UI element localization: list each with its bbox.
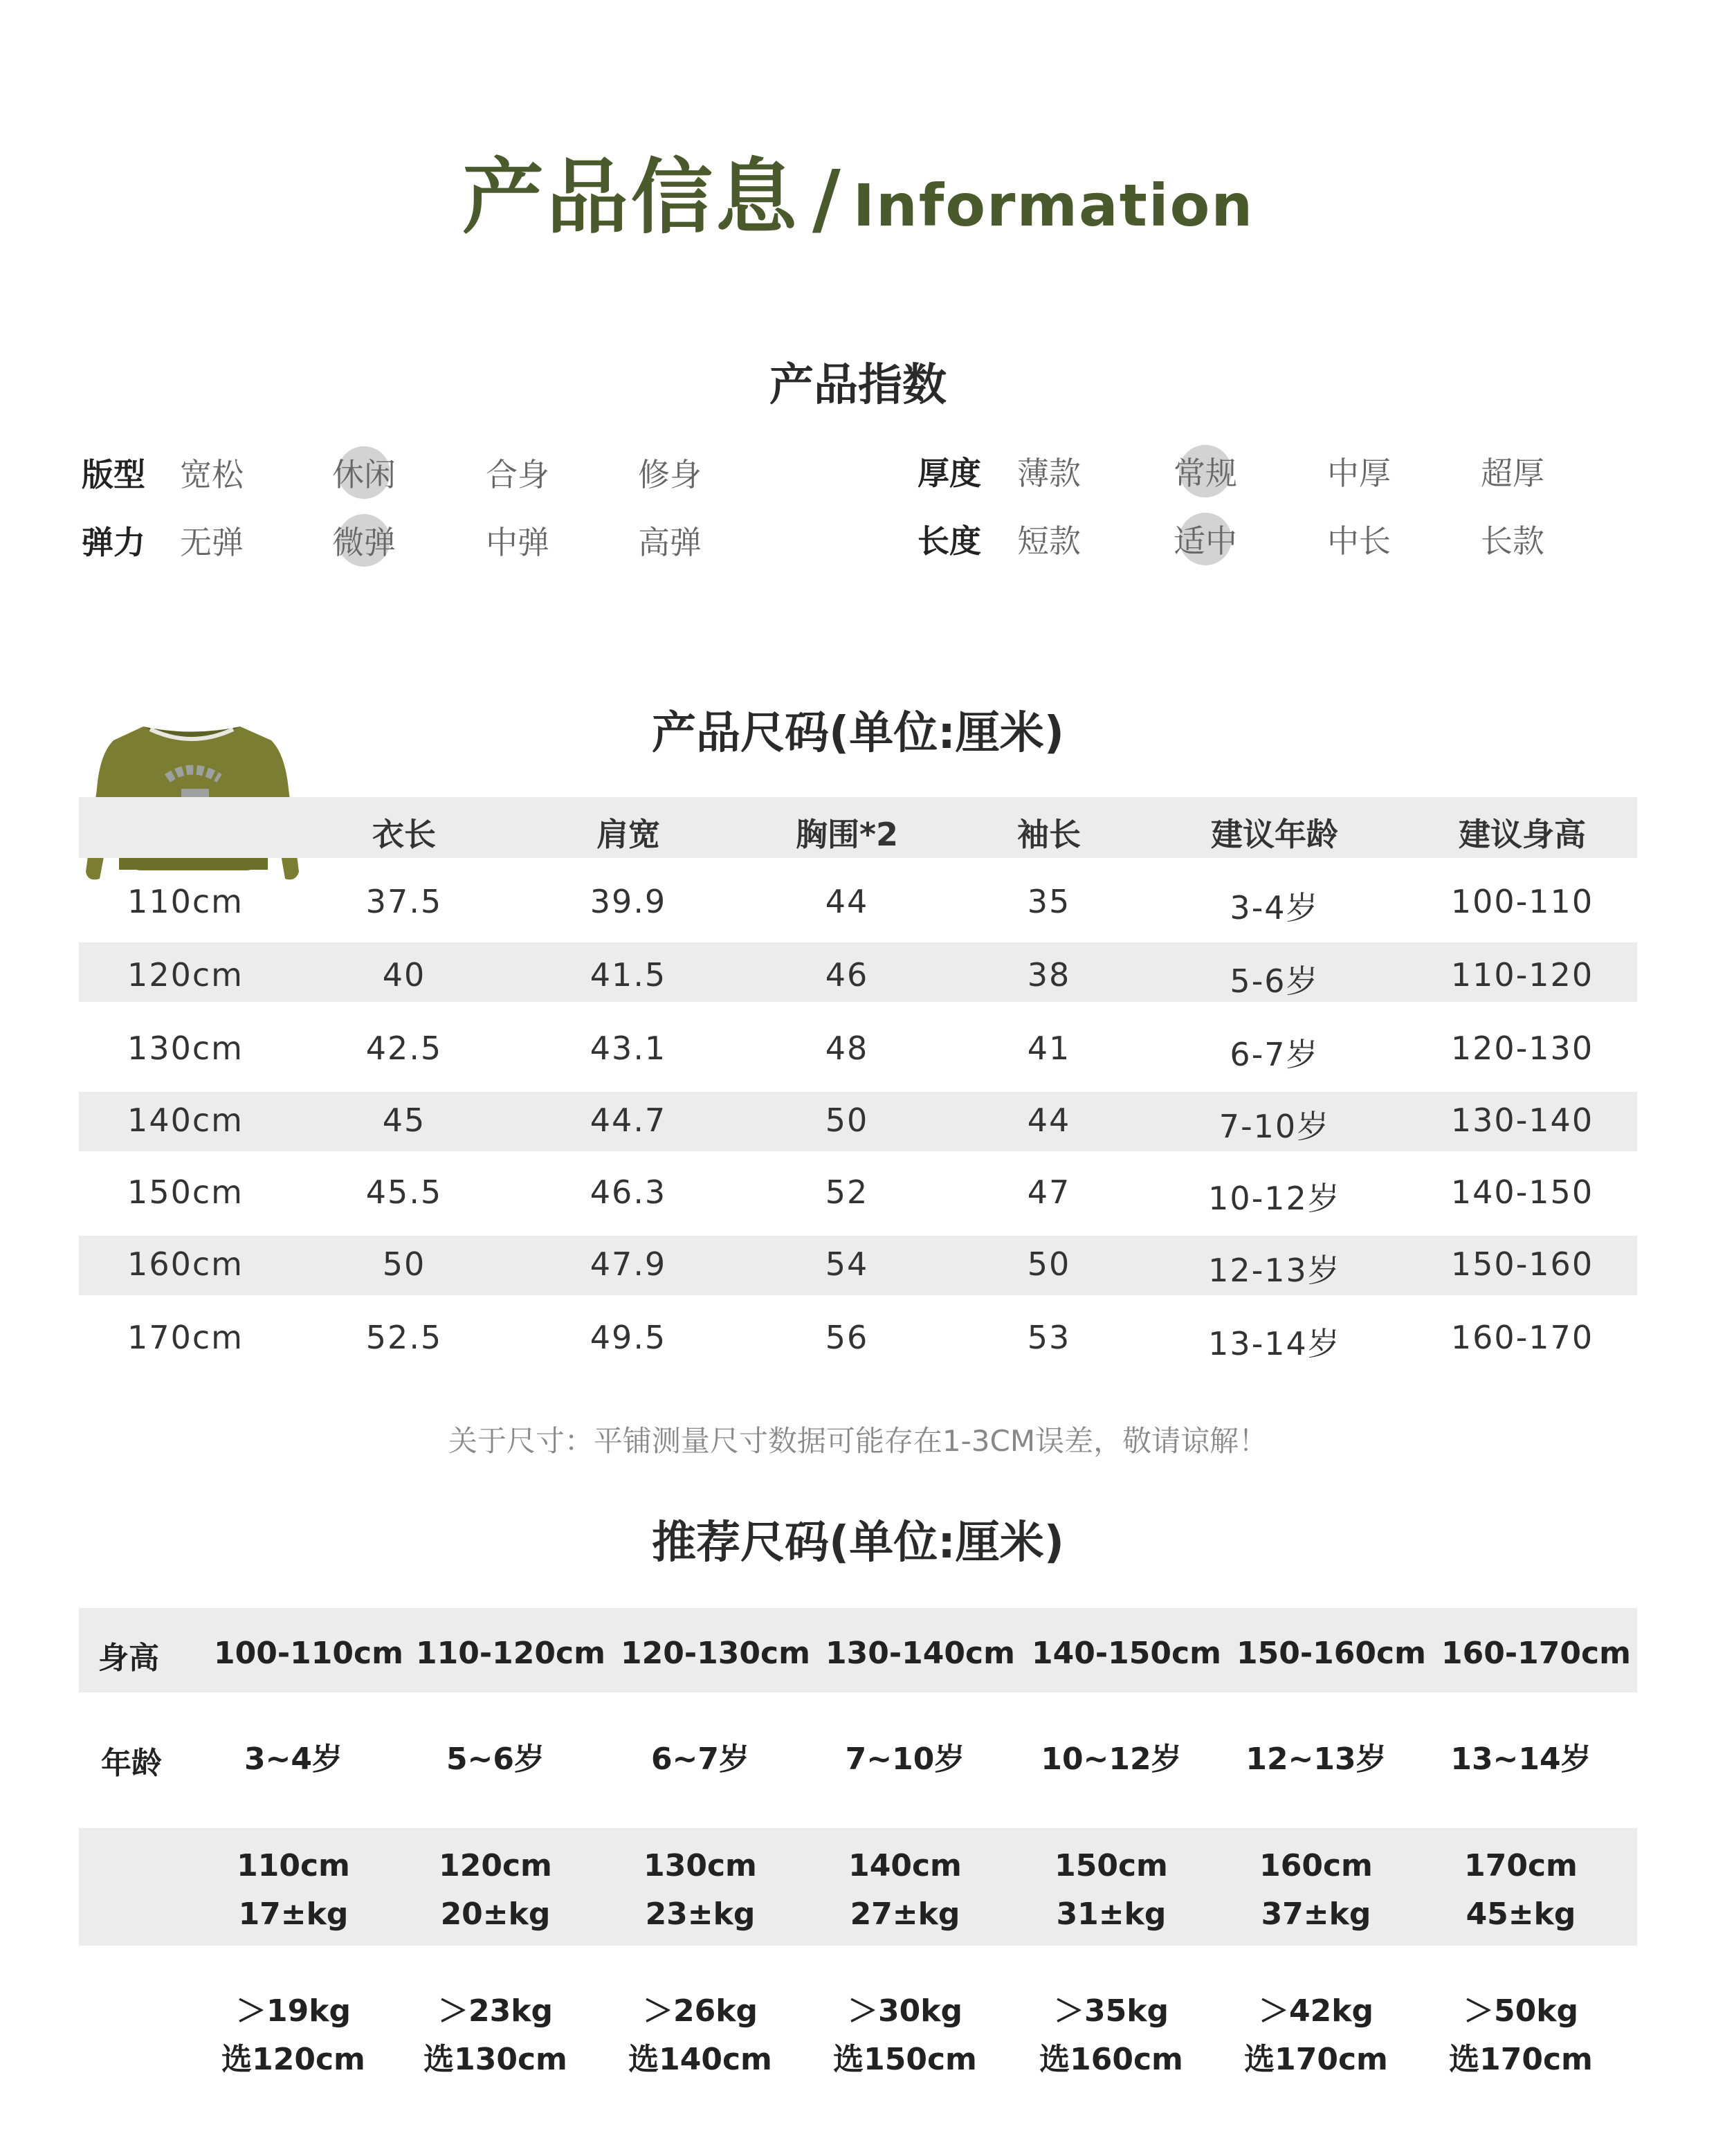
over-kg: ＞50kg: [1463, 1993, 1578, 2029]
size-cell: 41.5: [590, 956, 667, 994]
size-cell: 6-7岁: [1230, 1036, 1320, 1073]
recommend-weight-cell: [801, 1842, 1009, 1939]
recommend-height: 110-120cm: [416, 1636, 605, 1671]
weight-kg: 45±kg: [1466, 1897, 1576, 1932]
size-cell: 42.5: [365, 1030, 443, 1067]
recommend-age: 6~7岁: [650, 1742, 750, 1777]
size-cell: 160-170: [1450, 1319, 1594, 1356]
index-option: 超厚: [1481, 455, 1544, 492]
over-pick: 选160cm: [1039, 2042, 1183, 2077]
size-cell: 130-140: [1450, 1102, 1594, 1139]
recommend-height: 120-130cm: [621, 1636, 810, 1671]
size-column-header: 肩宽: [596, 816, 660, 853]
size-cell: 47.9: [590, 1245, 667, 1283]
recommend-title: 推荐尺码(单位:厘米): [651, 1517, 1065, 1569]
weight-size: 130cm: [644, 1848, 757, 1883]
recommend-height: 130-140cm: [825, 1636, 1015, 1671]
size-cell: 44: [1027, 1102, 1071, 1139]
size-cell: 44.7: [590, 1102, 667, 1139]
index-option: 高弹: [638, 524, 702, 561]
recommend-age: 13~14岁: [1450, 1742, 1591, 1777]
size-cell: 56: [825, 1319, 869, 1356]
indices-title: 产品指数: [769, 360, 947, 411]
weight-kg: 27±kg: [850, 1897, 960, 1932]
index-option: 中长: [1327, 522, 1391, 560]
size-table-title: 产品尺码(单位:厘米): [651, 708, 1065, 759]
size-row-label: 150cm: [127, 1173, 244, 1211]
recommend-over-cell: [596, 1987, 804, 2084]
size-note: 关于尺寸：平铺测量尺寸数据可能存在1-3CM误差，敬请谅解！: [448, 1424, 1268, 1458]
recommend-over-cell: [392, 1987, 599, 2084]
recommend-age: 3~4岁: [244, 1742, 343, 1777]
size-column-header: 建议身高: [1459, 816, 1586, 853]
size-cell: 35: [1027, 883, 1071, 920]
recommend-over-cell: [1417, 1987, 1625, 2084]
recommend-height: 150-160cm: [1236, 1636, 1426, 1671]
height-label: 身高: [98, 1641, 159, 1676]
weight-kg: 23±kg: [645, 1897, 756, 1932]
over-pick: 选170cm: [1244, 2042, 1388, 2077]
size-cell: 3-4岁: [1230, 889, 1320, 926]
size-cell: 46.3: [590, 1173, 667, 1211]
size-column-header: 衣长: [372, 816, 436, 853]
recommend-weight-cell: [392, 1842, 599, 1939]
over-pick: 选120cm: [221, 2042, 365, 2077]
index-option: 合身: [486, 456, 549, 493]
size-cell: 50: [825, 1102, 869, 1139]
size-cell: 49.5: [590, 1319, 667, 1356]
size-cell: 50: [1027, 1245, 1071, 1283]
size-cell: 41: [1027, 1030, 1071, 1067]
size-row-label: 140cm: [127, 1102, 244, 1139]
size-column-header: 胸围*2: [795, 816, 899, 853]
index-option: 宽松: [180, 456, 244, 493]
size-cell: 39.9: [590, 883, 667, 920]
weight-kg: 37±kg: [1261, 1897, 1371, 1932]
size-cell: 140-150: [1450, 1173, 1594, 1211]
weight-size: 140cm: [848, 1848, 962, 1883]
size-cell: 37.5: [365, 883, 443, 920]
size-cell: 110-120: [1450, 956, 1594, 994]
size-cell: 38: [1027, 956, 1071, 994]
size-cell: 50: [382, 1245, 426, 1283]
size-row-label: 170cm: [127, 1319, 244, 1356]
index-option: 中弹: [486, 524, 549, 561]
over-kg: ＞42kg: [1259, 1993, 1373, 2029]
index-option-selected: 微弹: [332, 518, 396, 563]
weight-kg: 20±kg: [440, 1897, 551, 1932]
index-option-selected: 休闲: [332, 450, 396, 495]
size-cell: 54: [825, 1245, 869, 1283]
index-option: 无弹: [180, 524, 244, 561]
title-cn: 产品信息: [462, 149, 800, 245]
page-title: [0, 131, 1716, 249]
recommend-height: 140-150cm: [1032, 1636, 1221, 1671]
index-option-selected: 适中: [1174, 516, 1237, 562]
over-kg: ＞26kg: [643, 1993, 758, 2029]
size-cell: 43.1: [590, 1030, 667, 1067]
recommend-weight-cell: [1417, 1842, 1625, 1939]
size-row-label: 110cm: [127, 883, 244, 920]
recommend-weight-cell: [1212, 1842, 1420, 1939]
size-cell: 52.5: [365, 1319, 443, 1356]
size-cell: 12-13岁: [1208, 1252, 1341, 1289]
recommend-height: 100-110cm: [214, 1636, 403, 1671]
size-cell: 44: [825, 883, 869, 920]
size-cell: 45: [382, 1102, 426, 1139]
size-cell: 100-110: [1450, 883, 1594, 920]
index-option: 长款: [1481, 522, 1544, 560]
index-option-selected: 常规: [1174, 448, 1237, 494]
over-kg: ＞19kg: [236, 1993, 351, 2029]
size-cell: 120-130: [1450, 1030, 1594, 1067]
index-option: 中厚: [1327, 455, 1391, 492]
size-cell: 46: [825, 956, 869, 994]
title-separator: /: [812, 154, 841, 244]
size-cell: 5-6岁: [1230, 962, 1320, 1000]
weight-size: 150cm: [1055, 1848, 1168, 1883]
weight-kg: 31±kg: [1056, 1897, 1167, 1932]
recommend-weight-cell: [1007, 1842, 1215, 1939]
index-label: 版型: [82, 456, 145, 493]
size-cell: 40: [382, 956, 426, 994]
weight-size: 110cm: [237, 1848, 350, 1883]
recommend-over-cell: [190, 1987, 397, 2084]
size-cell: 45.5: [365, 1173, 443, 1211]
size-column-header: 建议年龄: [1211, 816, 1338, 853]
size-cell: 13-14岁: [1208, 1325, 1341, 1362]
recommend-weight-cell: [190, 1842, 397, 1939]
recommend-age: 10~12岁: [1041, 1742, 1182, 1777]
recommend-height: 160-170cm: [1441, 1636, 1631, 1671]
size-cell: 47: [1027, 1173, 1071, 1211]
size-cell: 48: [825, 1030, 869, 1067]
index-label: 厚度: [918, 455, 981, 492]
size-cell: 52: [825, 1173, 869, 1211]
recommend-over-cell: [1212, 1987, 1420, 2084]
over-pick: 选150cm: [833, 2042, 977, 2077]
index-label: 弹力: [82, 524, 145, 561]
size-row-label: 160cm: [127, 1245, 244, 1283]
over-kg: ＞35kg: [1054, 1993, 1169, 2029]
index-option: 短款: [1017, 522, 1081, 560]
index-option: 修身: [638, 456, 702, 493]
over-kg: ＞30kg: [848, 1993, 962, 2029]
size-cell: 150-160: [1450, 1245, 1594, 1283]
title-en: Information: [852, 172, 1254, 239]
index-label: 长度: [918, 522, 981, 560]
weight-kg: 17±kg: [238, 1897, 349, 1932]
age-label: 年龄: [101, 1746, 162, 1781]
size-column-header: 袖长: [1017, 816, 1081, 853]
recommend-over-cell: [1007, 1987, 1215, 2084]
weight-size: 160cm: [1259, 1848, 1373, 1883]
size-cell: 7-10岁: [1218, 1108, 1331, 1145]
size-row-label: 120cm: [127, 956, 244, 994]
size-row-label: 130cm: [127, 1030, 244, 1067]
over-kg: ＞23kg: [438, 1993, 553, 2029]
weight-size: 170cm: [1464, 1848, 1578, 1883]
recommend-weight-cell: [596, 1842, 804, 1939]
over-pick: 选170cm: [1449, 2042, 1593, 2077]
size-cell: 10-12岁: [1208, 1180, 1341, 1217]
weight-size: 120cm: [439, 1848, 552, 1883]
over-pick: 选140cm: [628, 2042, 772, 2077]
recommend-age: 7~10岁: [845, 1742, 965, 1777]
recommend-age: 5~6岁: [446, 1742, 545, 1777]
recommend-over-cell: [801, 1987, 1009, 2084]
recommend-age: 12~13岁: [1245, 1742, 1387, 1777]
size-cell: 53: [1027, 1319, 1071, 1356]
over-pick: 选130cm: [423, 2042, 567, 2077]
index-option: 薄款: [1017, 455, 1081, 492]
